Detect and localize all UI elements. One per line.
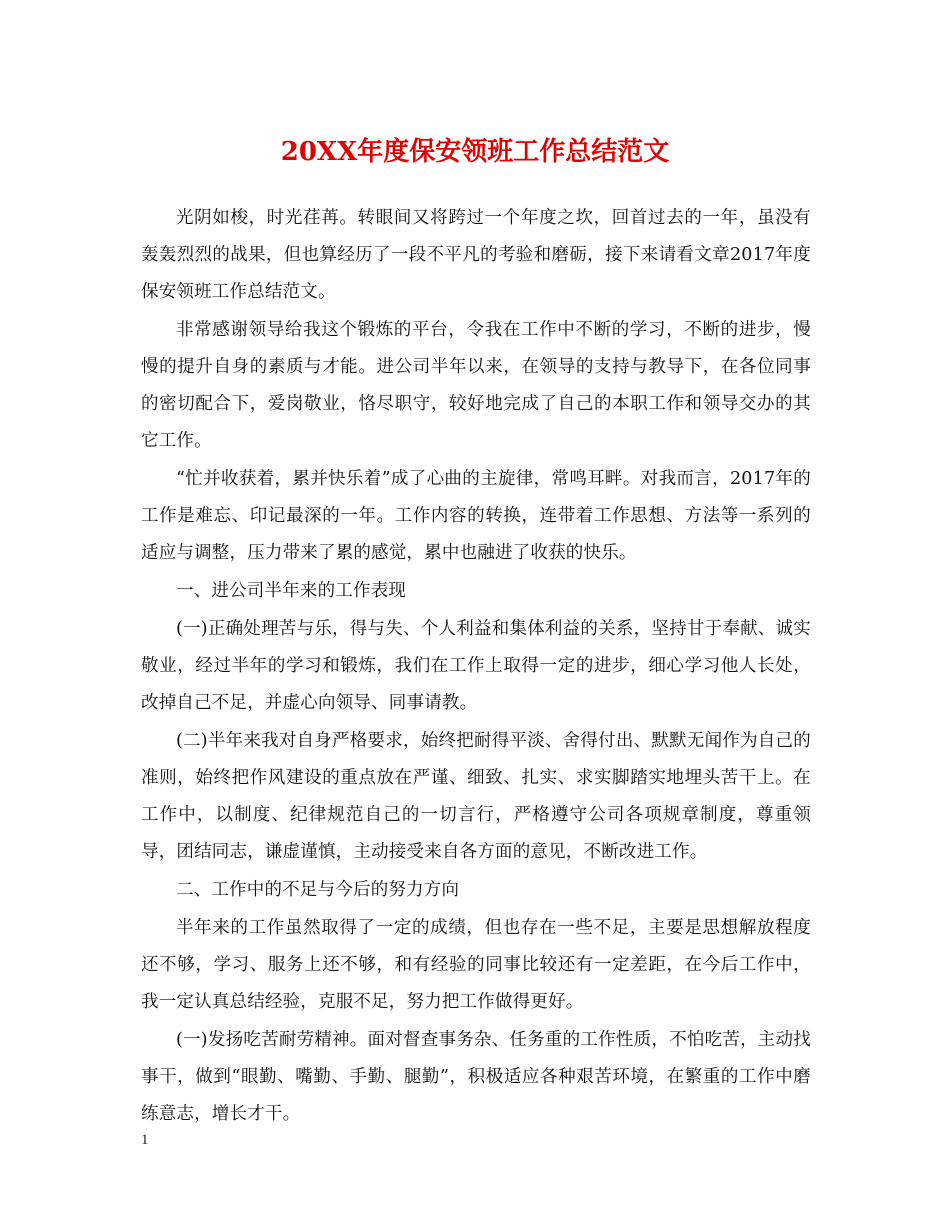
document-title: 20XX年度保安领班工作总结范文 — [280, 137, 670, 167]
paragraph-thanks: 非常感谢领导给我这个锻炼的平台，令我在工作中不断的学习，不断的进步，慢慢的提升自身的素质与才能。进公司半年以来，在领导的支持与教导下，在各位同事的密切配合下，爱岗敬业，恪尽职守，较好地完成了自己的本职工作和领导交办的其它工作。 — [141, 320, 811, 451]
section-heading-performance: 一、进公司半年来的工作表现 — [176, 581, 407, 601]
page-number: 1 — [141, 1132, 149, 1148]
paragraph-item-1: (一)正确处理苦与乐，得与失、个人利益和集体利益的关系，坚持甘于奉献、诚实敬业，经过半年的学习和锻炼，我们在工作上取得一定的进步，细心学习他人长处，改掉自己不足，并虚心向领导、同事请教。 — [141, 619, 811, 713]
document-body — [141, 200, 811, 1134]
paragraph-intro: 光阴如梭，时光荏苒。转眼间又将跨过一个年度之坎，回首过去的一年，虽没有轰轰烈烈的战果，但也算经历了一段不平凡的考验和磨砺，接下来请看文章2017年度保安领班工作总结范文。 — [141, 208, 811, 302]
paragraph-shortcomings: 半年来的工作虽然取得了一定的成绩，但也存在一些不足，主要是思想解放程度还不够，学习、服务上还不够，和有经验的同事比较还有一定差距，在今后工作中，我一定认真总结经验，克服不足，努力把工作做得更好。 — [141, 918, 811, 1012]
paragraph-busy-happy: “忙并收获着，累并快乐着”成了心曲的主旋律，常鸣耳畔。对我而言，2017年的工作是难忘、印记最深的一年。工作内容的转换，连带着工作思想、方法等一系列的适应与调整，压力带来了累的感觉，累中也融进了收获的快乐。 — [141, 469, 811, 563]
paragraph-hard-work: (一)发扬吃苦耐劳精神。面对督查事务杂、任务重的工作性质，不怕吃苦，主动找事干，做到“眼勤、嘴勤、手勤、腿勤”，积极适应各种艰苦环境，在繁重的工作中磨练意志，增长才干。 — [141, 1030, 811, 1124]
section-heading-shortcomings: 二、工作中的不足与今后的努力方向 — [176, 880, 460, 900]
paragraph-item-2: (二)半年来我对自身严格要求，始终把耐得平淡、舍得付出、默默无闻作为自己的准则，始终把作风建设的重点放在严谨、细致、扎实、求实脚踏实地埋头苦干上。在工作中，以制度、纪律规范自己的一切言行，严格遵守公司各项规章制度，尊重领导，团结同志，谦虚谨慎，主动接受来自各方面的意见，不断改进工作。 — [141, 731, 811, 862]
